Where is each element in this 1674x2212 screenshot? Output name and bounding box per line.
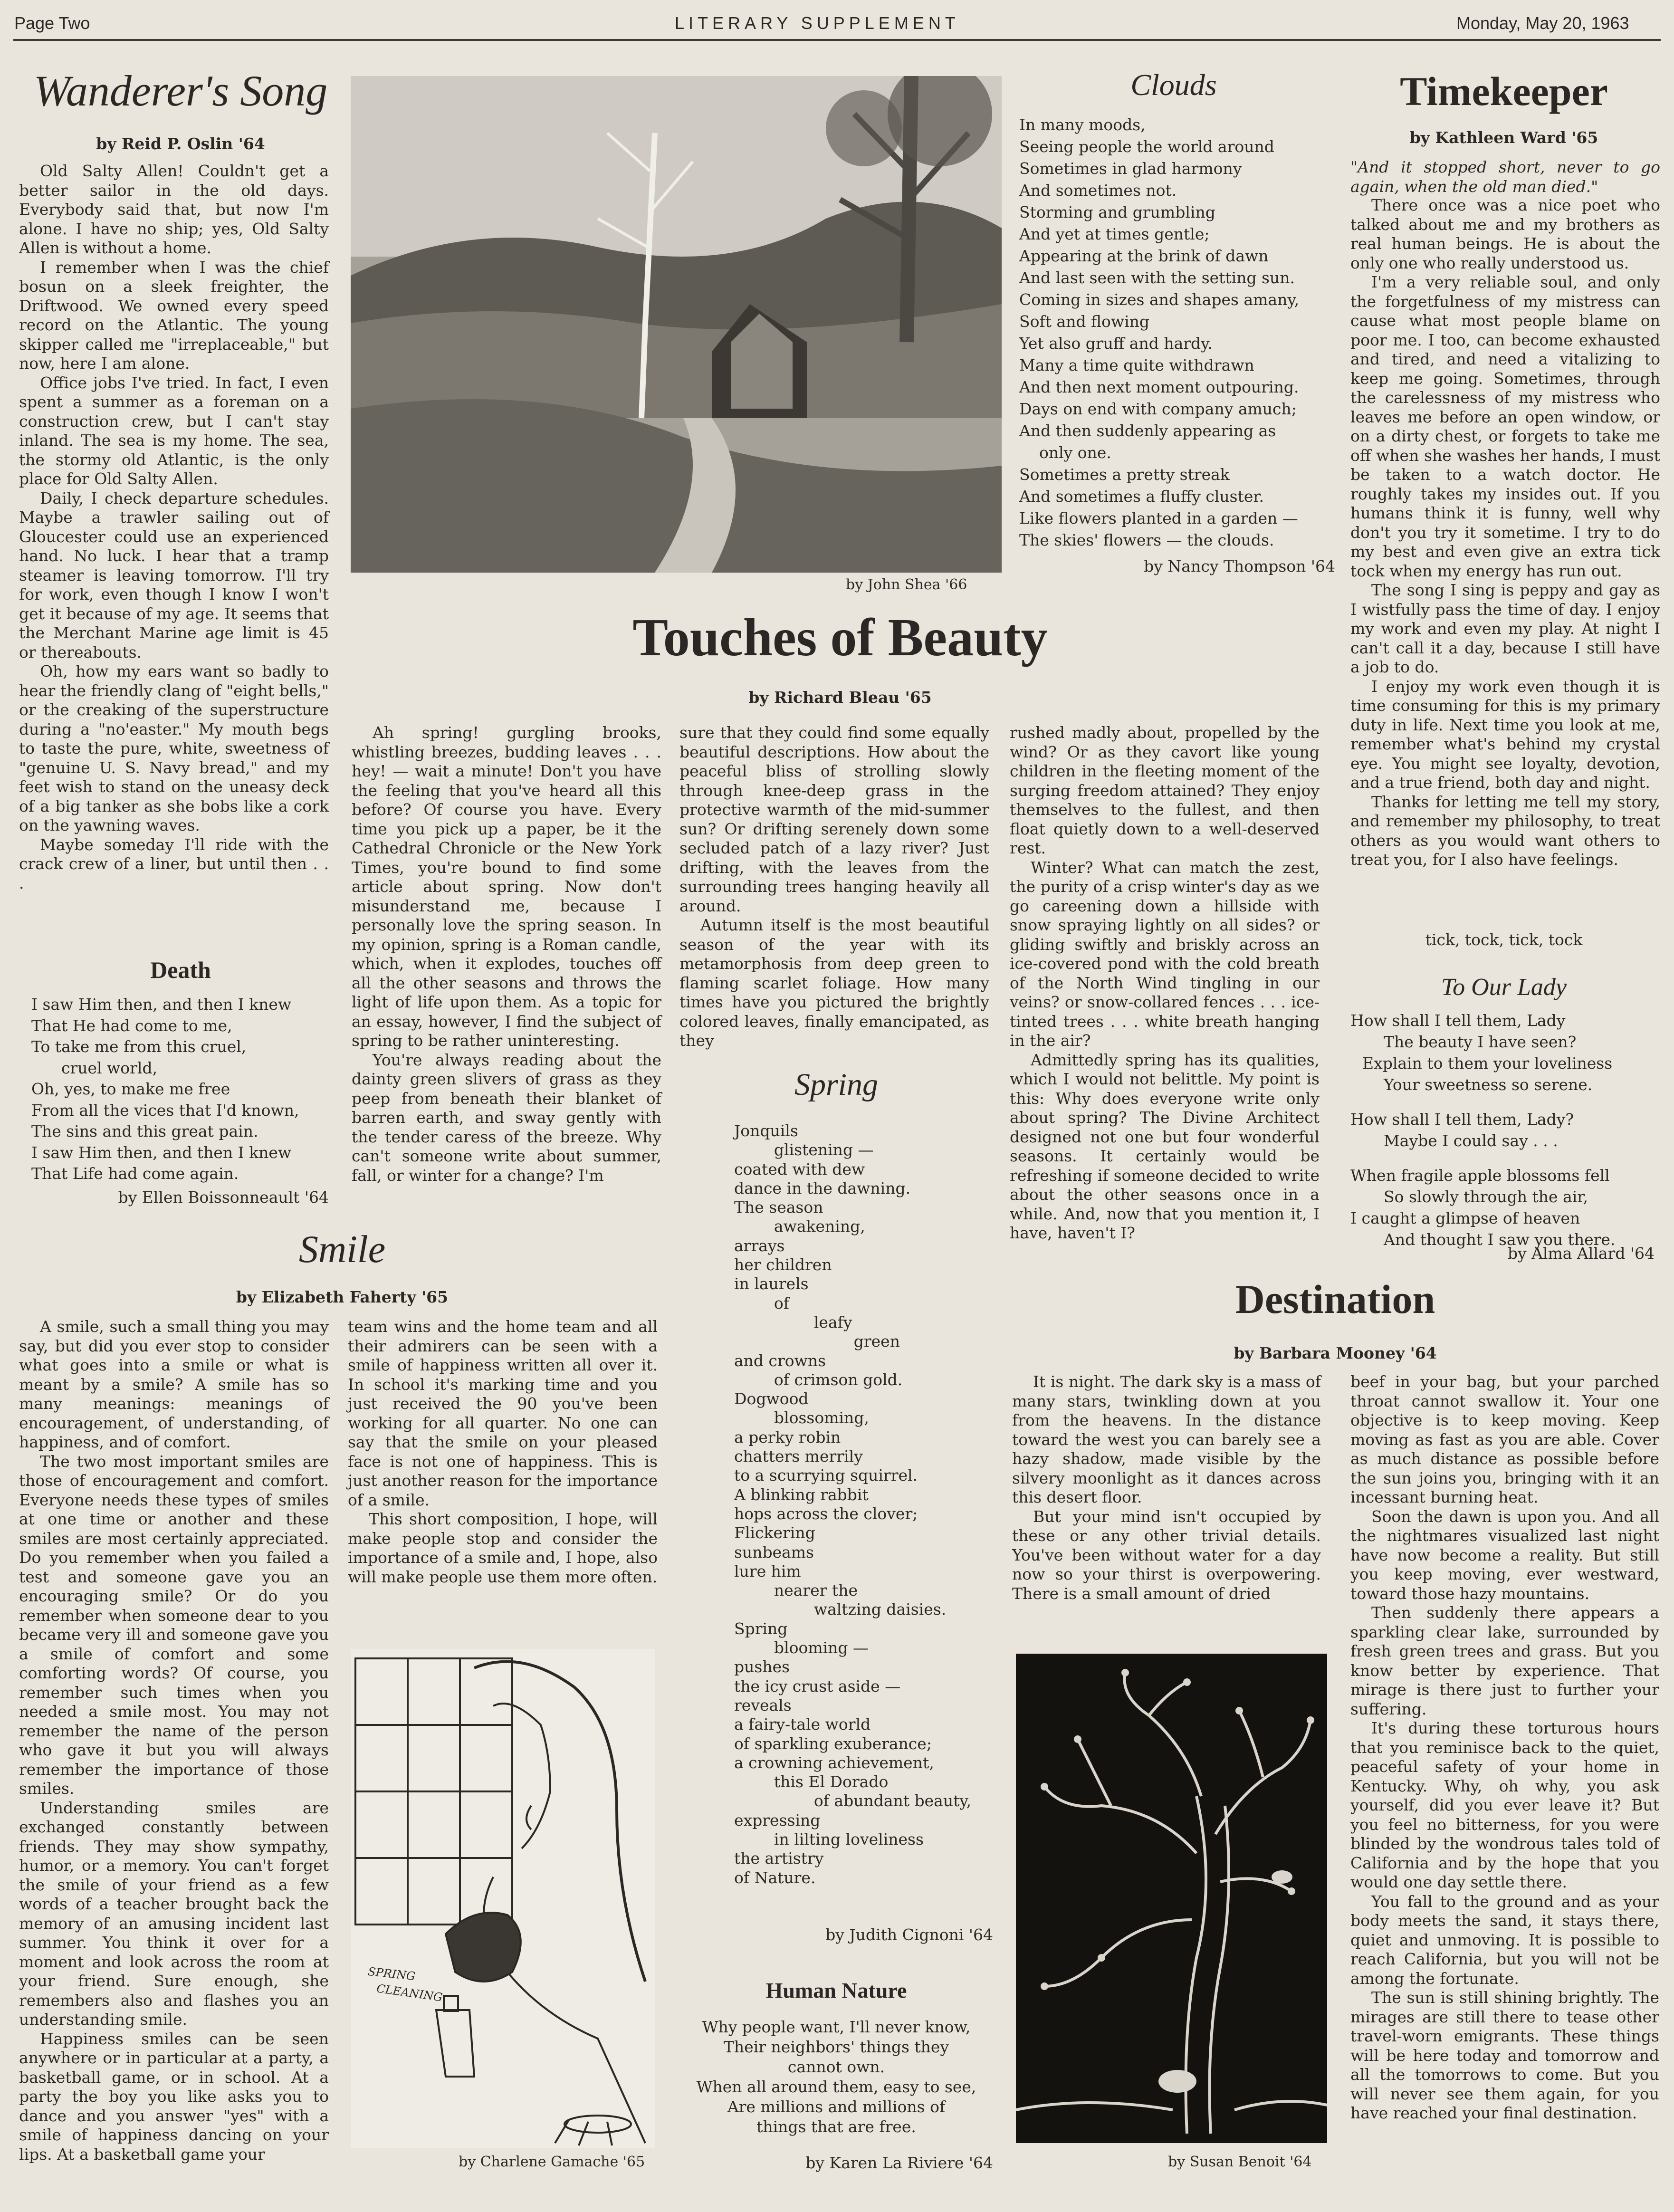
- paragraph: sure that they could find some equally beautiful descriptions. How about the peaceful bliss of strolling slowly through knee-deep grass in the protective warmth of the mid-summer sun? Or drifting serenely down some secluded patch of a lazy river? Just drifting, with the leaves from the surrounding trees hanging heavily all around.: [679, 723, 989, 915]
- poem-line: leafy: [734, 1312, 852, 1331]
- poem-line: sunbeams: [734, 1542, 814, 1561]
- spring-byline: by Judith Cignoni '64: [825, 1925, 993, 1944]
- paragraph: It is night. The dark sky is a mass of many stars, twinkling down at you from the heavens. In the distance toward the west you can barely see a hazy shadow, made visible by the silvery moonlight as it dances across this desert floor.: [1012, 1372, 1321, 1506]
- touches-col-2: [679, 723, 989, 1051]
- poem-line: awakening,: [734, 1217, 865, 1236]
- paragraph: This short composition, I hope, will make people stop and consider the importance of a smile and, I hope, also will make people use them more often.: [348, 1510, 658, 1586]
- human-nature-title: Human Nature: [765, 1978, 907, 2002]
- paragraph: There once was a nice poet who talked about me and my brothers as real human beings. He is about the only one who really understood us.: [1350, 196, 1660, 272]
- poem-line: Soft and flowing: [1019, 312, 1150, 331]
- wanderer-body: [19, 162, 329, 893]
- poem-line: Sometimes in glad harmony: [1019, 159, 1242, 178]
- woodcut-illustration: [1016, 1654, 1327, 2143]
- poem-line: in lilting loveliness: [734, 1829, 924, 1848]
- poem-line: In many moods,: [1019, 115, 1146, 134]
- paragraph: Admittedly spring has its qualities, which I would not belittle. My point is this: Why does everyone write only about spring? The Divine Architect designed not one but four wonderful seasons. It certainly would be refreshing if someone decided to write about the other seasons once in a while. And, now that you mention it, I have, haven't I?: [1010, 1050, 1320, 1242]
- smile-title: Smile: [298, 1227, 386, 1271]
- death-byline: by Ellen Boissonneault '64: [118, 1188, 329, 1207]
- poem-line: From all the vices that I'd known,: [31, 1101, 299, 1120]
- poem-line: Are millions and millions of: [727, 2097, 946, 2116]
- paragraph: You fall to the ground and as your body meets the sand, it stays there, quiet and unmoving. It is possible to reach California, but you will not be among the fortunate.: [1350, 1892, 1659, 1988]
- paragraph: Office jobs I've tried. In fact, I even spent a summer as a foreman on a construction crew, but I can't stay inland. The sea is my home. The sea, the stormy old Atlantic, is the only place for Old Salty Allen.: [19, 373, 329, 488]
- clouds-poem: [1019, 114, 1342, 551]
- paragraph: Winter? What can match the zest, the purity of a crisp winter's day as we go careening down a hillside with snow spraying lightly on all sides? or gliding swiftly and briskly across an ice-covered pond with the cold breath of the North Wind tingling in our veins? or snow-collared fences . . . ice-tinted trees . . . white breath hanging in the air?: [1010, 858, 1320, 1050]
- supplement-title: LITERARY SUPPLEMENT: [675, 13, 960, 33]
- poem-line: only one.: [1019, 443, 1111, 462]
- poem-line: When all around them, easy to see,: [696, 2078, 976, 2096]
- poem-line: things that are free.: [756, 2117, 916, 2136]
- poem-line: the artistry: [734, 1849, 824, 1868]
- paragraph: team wins and the home team and all their admirers can be seen with a smile of happiness written all over it. In school it's marking time and you just received the 90 you've been working for all quarter. No one can say that the smile on your pleased face is not one of happiness. This is just another reason for the importance of a smile.: [348, 1317, 658, 1509]
- poem-line: Flickering: [734, 1523, 815, 1542]
- paragraph: Soon the dawn is upon you. And all the nightmares visualized last night have now become a reality. But still you keep moving, ever westward, toward those hazy mountains.: [1350, 1507, 1659, 1603]
- sketch-illustration: [351, 1649, 655, 2148]
- paragraph: Ah spring! gurgling brooks, whistling breezes, budding leaves . . . hey! — wait a minute! Don't you have the feeling that you've heard all this before? Of course you have. Every time you pick up a paper, be it the Cathedral Chronicle or the New York Times, you're bound to find some article about spring. Now don't misunderstand me, because I personally love the spring season. In my opinion, spring is a Roman candle, which, when it explodes, touches off all the other seasons and throws the light of life upon them. As a topic for an essay, however, I find the subject of spring to be rather uninteresting.: [352, 723, 661, 1050]
- paragraph: rushed madly about, propelled by the wind? Or as they cavort like young children in the fleeting moment of the surging freedom attained? They enjoy themselves to the fullest, and then float quietly down to a well-deserved rest.: [1010, 723, 1320, 857]
- paragraph: Old Salty Allen! Couldn't get a better sailor in the old days. Everybody said that, but now I'm alone. I have no ship; yes, Old Salty Allen is without a home.: [19, 162, 329, 257]
- landscape-illustration: [351, 76, 1002, 573]
- poem-line: Many a time quite withdrawn: [1019, 356, 1254, 374]
- paragraph: Autumn itself is the most beautiful season of the year with its metamorphosis from deep green to flaming scarlet foliage. How many times have you pictured the brightly colored leaves, finally emancipated, as they: [679, 916, 989, 1050]
- poem-line: A blinking rabbit: [734, 1485, 869, 1504]
- poem-line: a perky robin: [734, 1427, 841, 1446]
- destination-title: Destination: [1235, 1276, 1435, 1322]
- paragraph: I remember when I was the chief bosun on a sleek freighter, the Driftwood. We owned every speed record on the Atlantic. The young skipper called me "irreplaceable," but now, here I am alone.: [19, 258, 329, 373]
- poem-line: of sparkling exuberance;: [734, 1734, 932, 1753]
- poem-line: Spring: [734, 1619, 788, 1638]
- paragraph: The sun is still shining brightly. The mirages are still there to tease other travel-worn emigrants. These things will be here today and tomorrow and all the tomorrows to come. But you will never see them again, for you have reached your final destination.: [1350, 1988, 1659, 2122]
- timekeeper-body: [1350, 196, 1660, 870]
- destination-col-1: [1012, 1372, 1321, 1603]
- poem-line: Dogwood: [734, 1389, 809, 1408]
- poem-line: dance in the dawning.: [734, 1178, 911, 1197]
- spring-cleaning-sketch: [351, 1649, 655, 2148]
- spring-title: Spring: [794, 1067, 879, 1102]
- paragraph: A smile, such a small thing you may say, but did you ever stop to consider what goes into a smile or what is meant by a smile? A smile has so many meanings: meanings of encouragement, of understanding, of happiness, and of comfort.: [19, 1317, 329, 1451]
- smile-col-1: [19, 1317, 329, 2164]
- poem-line: And sometimes not.: [1019, 181, 1177, 200]
- timekeeper-title: Timekeeper: [1400, 68, 1608, 114]
- sketch-label: SPRING: [367, 1964, 416, 1983]
- wanderer-byline: by Reid P. Oslin '64: [96, 134, 265, 153]
- poem-line: When fragile apple blossoms fell: [1350, 1166, 1610, 1185]
- human-nature-byline: by Karen La Riviere '64: [805, 2154, 993, 2172]
- poem-line: And sometimes a fluffy cluster.: [1019, 487, 1264, 506]
- paragraph: Then suddenly there appears a sparkling clear lake, surrounded by fresh green trees and grass. But you know better by experience. That mirage is there just to further your suffering.: [1350, 1603, 1659, 1718]
- poem-line: lure him: [734, 1561, 801, 1580]
- poem-line: this El Dorado: [734, 1772, 889, 1791]
- paragraph: It's during these torturous hours that you reminisce back to the quiet, peaceful safety of your home in Kentucky. Why, oh why, you ask yourself, did you ever leave it? But you feel no bitterness, for you were blinded by the wondrous tales told of California and by the hope that you would one day settle there.: [1350, 1719, 1659, 1891]
- poem-line: How shall I tell them, Lady: [1350, 1011, 1566, 1030]
- poem-line: of abundant beauty,: [734, 1791, 972, 1810]
- poem-line: and crowns: [734, 1351, 826, 1370]
- stanza: [1350, 1010, 1660, 1095]
- clouds-title: Clouds: [1130, 68, 1217, 102]
- poem-line: of Nature.: [734, 1868, 816, 1887]
- sketch-caption: by Charlene Gamache '65: [459, 2154, 645, 2170]
- poem-line: expressing: [734, 1810, 821, 1829]
- paragraph: I enjoy my work even though it is time consuming for this is my primary duty in life. Next time you look at me, remember what's behind my crystal eye. You might see loyalty, devotion, and a true friend, both day and night.: [1350, 677, 1660, 792]
- page-number: Page Two: [14, 13, 90, 33]
- paragraph: beef in your bag, but your parched throat cannot swallow it. Your one objective is to keep moving. Keep moving as fast as you are able. Cover as much distance as possible before the sun joins you, bringing with it an incessant burning heat.: [1350, 1372, 1659, 1506]
- poem-line: Their neighbors' things they: [723, 2038, 949, 2056]
- touches-col-3: [1010, 723, 1320, 1243]
- poem-line: Explain to them your loveliness: [1362, 1054, 1613, 1072]
- touches-col-1: [352, 723, 661, 1185]
- poem-line: blossoming,: [734, 1408, 869, 1427]
- paragraph: Happiness smiles can be seen anywhere or in particular at a party, a basketball game, or in school. At a party the boy you like asks you to dance and you answer "yes" with a smile of happiness dancing on your lips. At a basketball game your: [19, 2029, 329, 2164]
- destination-byline: by Barbara Mooney '64: [1234, 1344, 1437, 1362]
- poem-line: to a scurrying squirrel.: [734, 1466, 918, 1485]
- painting-caption: by John Shea '66: [846, 576, 967, 593]
- poem-line: And yet at times gentle;: [1019, 225, 1210, 243]
- poem-line: Appearing at the brink of dawn: [1019, 247, 1269, 265]
- timekeeper-byline: by Kathleen Ward '65: [1409, 128, 1598, 147]
- poem-line: chatters merrily: [734, 1447, 863, 1466]
- touches-byline: by Richard Bleau '65: [748, 688, 932, 707]
- paragraph: But your mind isn't occupied by these or any other trivial details. You've been without water for a day now so your thirst is overpowering. There is a small amount of dried: [1012, 1507, 1321, 1603]
- poem-line: in laurels: [734, 1274, 809, 1293]
- poem-line: her children: [734, 1255, 832, 1274]
- stanza: [1350, 1165, 1660, 1250]
- smile-byline: by Elizabeth Faherty '65: [236, 1288, 449, 1306]
- poem-line: Sometimes a pretty streak: [1019, 465, 1230, 484]
- poem-line: of: [734, 1293, 789, 1312]
- to-our-lady-poem: [1350, 1010, 1660, 1250]
- stanza: [1350, 1109, 1660, 1151]
- poem-line: The skies' flowers — the clouds.: [1019, 531, 1274, 549]
- paragraph: Maybe someday I'll ride with the crack crew of a liner, but until then . . .: [19, 835, 329, 892]
- spring-poem: [734, 1121, 1000, 1887]
- poem-line: blooming —: [734, 1638, 869, 1657]
- paragraph: The song I sing is peppy and gay as I wistfully pass the time of day. I enjoy my work and even my play. At night I can't call it a day, because I still have a job to do.: [1350, 581, 1660, 676]
- poem-line: Maybe I could say . . .: [1384, 1131, 1558, 1150]
- issue-date: Monday, May 20, 1963: [1456, 13, 1629, 33]
- poem-line: So slowly through the air,: [1384, 1187, 1588, 1206]
- poem-line: of crimson gold.: [734, 1370, 903, 1389]
- poem-line: And then next moment outpouring.: [1019, 378, 1299, 396]
- wanderer-title: Wanderer's Song: [33, 67, 328, 115]
- timekeeper-closing: tick, tock, tick, tock: [1425, 930, 1583, 949]
- poem-line: Yet also gruff and hardy.: [1019, 334, 1213, 353]
- poem-line: And thought I saw you there.: [1384, 1230, 1616, 1249]
- poem-line: The beauty I have seen?: [1384, 1033, 1577, 1051]
- tree-woodcut: [1016, 1654, 1327, 2143]
- landscape-painting: [351, 76, 1002, 573]
- poem-line: Your sweetness so serene.: [1384, 1075, 1593, 1094]
- woodcut-caption: by Susan Benoit '64: [1168, 2154, 1312, 2170]
- poem-line: I saw Him then, and then I knew: [31, 1143, 292, 1162]
- poem-line: reveals: [734, 1695, 792, 1714]
- poem-line: pushes: [734, 1657, 790, 1676]
- poem-line: a fairy-tale world: [734, 1715, 871, 1734]
- poem-line: Like flowers planted in a garden —: [1019, 509, 1298, 527]
- paragraph: Oh, how my ears want so badly to hear the friendly clang of "eight bells," or the creaking of the superstructure during a "no'easter." My mouth begs to taste the pure, white, sweetness of "genuine U. S. Navy bread," and my feet wish to stand on the uneasy deck of a big tanker as she bobs like a cork on the yawning waves.: [19, 662, 329, 834]
- smile-col-2: [348, 1317, 658, 1587]
- header-rule: [13, 39, 1661, 41]
- poem-line: cannot own.: [787, 2058, 885, 2076]
- poem-line: The season: [734, 1198, 823, 1217]
- to-our-lady-title: To Our Lady: [1441, 974, 1567, 1001]
- poem-line: green: [734, 1332, 900, 1351]
- poem-line: arrays: [734, 1236, 785, 1255]
- clouds-byline: by Nancy Thompson '64: [1144, 557, 1335, 575]
- poem-line: glistening —: [734, 1140, 874, 1159]
- poem-line: Storming and grumbling: [1019, 203, 1215, 221]
- poem-line: Coming in sizes and shapes amany,: [1019, 290, 1300, 309]
- poem-line: The sins and this great pain.: [31, 1122, 258, 1140]
- poem-line: Why people want, I'll never know,: [702, 2018, 971, 2036]
- poem-line: That Life had come again.: [31, 1164, 239, 1183]
- poem-line: How shall I tell them, Lady?: [1350, 1110, 1574, 1129]
- poem-line: the icy crust aside —: [734, 1676, 901, 1695]
- paragraph: The two most important smiles are those of encouragement and comfort. Everyone needs these types of smiles at one time or another and these smiles are most certainly appreciated. Do you remember when you failed a test and someone gave you an encouraging smile? Or do you remember when someone dear to you became very ill and someone gave you a smile of comfort and some comforting words? Of course, you remember such times when you needed a smile most. You may not remember the name of the person who gave it but you will always remember the importance of those smiles.: [19, 1452, 329, 1798]
- poem-line: Jonquils: [734, 1121, 798, 1140]
- poem-line: waltzing daisies.: [734, 1600, 947, 1619]
- death-poem: [31, 994, 335, 1185]
- poem-line: And last seen with the setting sun.: [1019, 268, 1295, 287]
- paragraph: Thanks for letting me tell my story, and remember my philosophy, to treat others as you would want others to treat you, for I also have feelings.: [1350, 792, 1660, 869]
- poem-line: I saw Him then, and then I knew: [31, 995, 292, 1014]
- paragraph: I'm a very reliable soul, and only the forgetfulness of my mistress can cause what most people blame on poor me. I too, can become exhausted and tired, and need a vitalizing to keep me going. Sometimes, through the carelessness of my mistress who leaves me before an open window, or on a dirty chest, or forgets to take me off when she washes her hands, I must be taken to a watch doctor. He roughly takes my insides out. If you humans think it is funny, well why don't you try it sometime. I try to do my best and even give an extra tick tock when my energy has run out.: [1350, 273, 1660, 580]
- poem-line: hops across the clover;: [734, 1504, 918, 1523]
- poem-line: That He had come to me,: [31, 1016, 232, 1035]
- timekeeper-epigraph: "And it stopped short, never to go again, when the old man died.": [1350, 158, 1660, 196]
- paragraph: Daily, I check departure schedules. Maybe a trawler sailing out of Gloucester could use an experienced hand. No luck. I hear that a tramp steamer is leaving tomorrow. I'll try for work, even though I know I won't get it because of my age. It seems that the Merchant Marine age limit is 45 or thereabouts.: [19, 488, 329, 661]
- poem-line: cruel world,: [31, 1058, 158, 1077]
- poem-line: To take me from this cruel,: [31, 1037, 247, 1056]
- poem-line: nearer the: [734, 1581, 858, 1600]
- touches-title: Touches of Beauty: [632, 608, 1048, 667]
- poem-line: And then suddenly appearing as: [1019, 421, 1276, 440]
- human-nature-poem: [679, 2017, 993, 2137]
- poem-line: coated with dew: [734, 1159, 865, 1178]
- destination-col-2: [1350, 1372, 1659, 2123]
- paragraph: You're always reading about the dainty green slivers of grass as they peep from beneath their blanket of barren earth, and sway gently with the tender caress of the breeze. Why can't someone write about summer, fall, or winter for a change? I'm: [352, 1050, 661, 1185]
- death-title: Death: [150, 957, 211, 983]
- to-our-lady-byline: by Alma Allard '64: [1507, 1244, 1655, 1263]
- poem-line: Oh, yes, to make me free: [31, 1080, 230, 1098]
- poem-line: Seeing people the world around: [1019, 137, 1274, 156]
- paragraph: Understanding smiles are exchanged constantly between friends. They may show sympathy, humor, or a memory. You can't forget the smile of your friend as a few words of a teacher brought back the memory of an amusing incident last summer. You think it over for a moment and look across the room at your friend. Sure enough, she remembers also and flashes you an understanding smile.: [19, 1798, 329, 2029]
- sketch-label: CLEANING: [375, 1982, 444, 2004]
- poem-line: Days on end with company amuch;: [1019, 400, 1297, 418]
- poem-line: I caught a glimpse of heaven: [1350, 1209, 1580, 1227]
- poem-line: a crowning achievement,: [734, 1753, 934, 1772]
